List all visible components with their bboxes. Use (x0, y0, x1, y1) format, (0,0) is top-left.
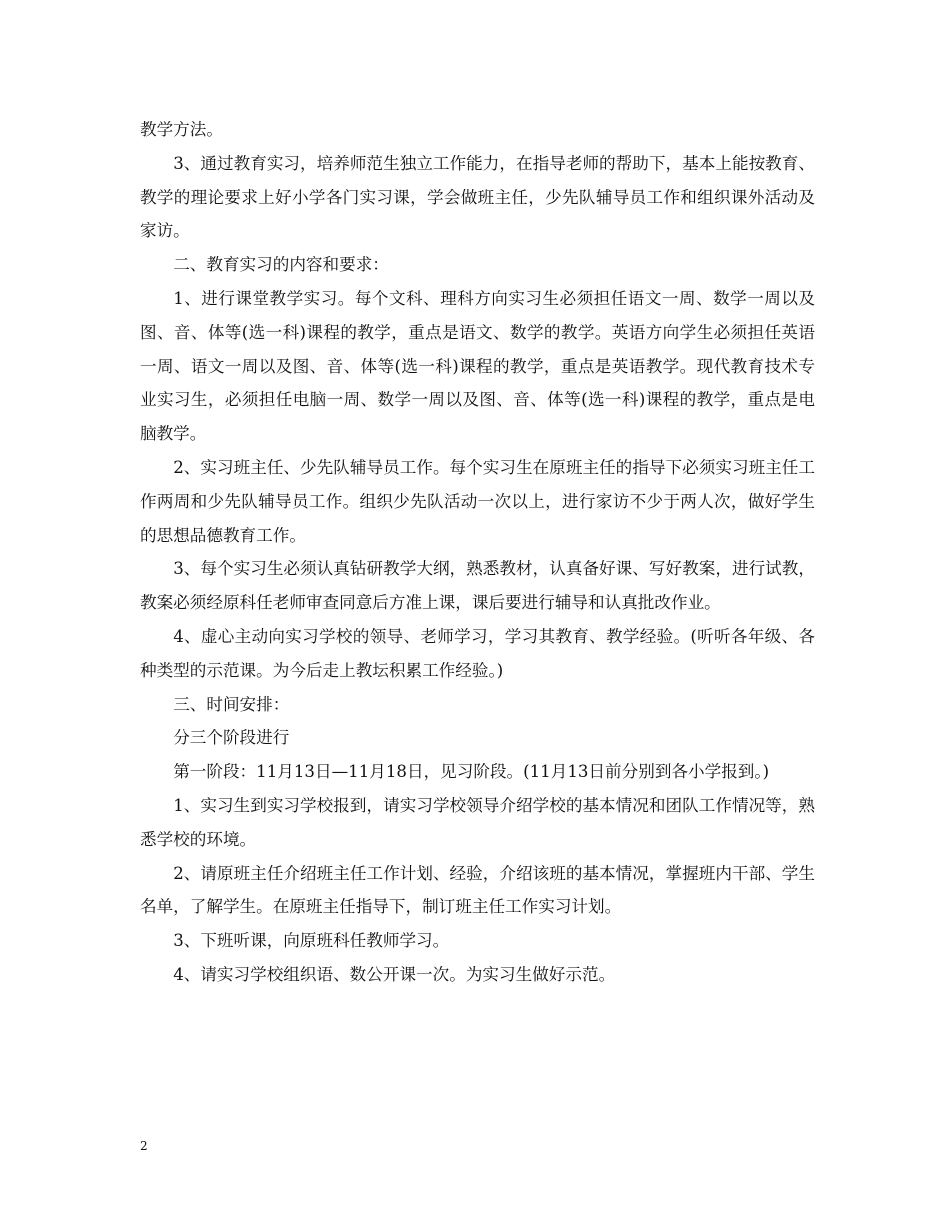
paragraph: 2、实习班主任、少先队辅导员工作。每个实习生在原班主任的指导下必须实习班主任工作两周和少先队辅导员工作。组织少先队活动一次以上，进行家访不少于两人次，做好学生的思想品德教育工作。 (140, 457, 815, 545)
page-number: 2 (140, 1139, 148, 1153)
paragraph: 4、虚心主动向实习学校的领导、老师学习，学习其教育、教学经验。(听听各年级、各种类型的示范课。为今后走上教坛积累工作经验。) (140, 626, 815, 680)
paragraph: 3、下班听课，向原班科任教师学习。 (173, 931, 450, 951)
paragraph: 2、请原班主任介绍班主任工作计划、经验，介绍该班的基本情况，掌握班内干部、学生名单，了解学生。在原班主任指导下，制订班主任工作实习计划。 (140, 863, 815, 917)
paragraph: 分三个阶段进行 (173, 728, 290, 748)
paragraph: 1、实习生到实习学校报到，请实习学校领导介绍学校的基本情况和团队工作情况等，熟悉学校的环境。 (140, 795, 815, 849)
paragraph: 3、每个实习生必须认真钻研教学大纲，熟悉教材，认真备好课、写好教案，进行试教，教案必须经原科任老师审查同意后方准上课，课后要进行辅导和认真批改作业。 (140, 559, 815, 613)
section-heading: 三、时间安排： (173, 694, 290, 714)
section-heading: 二、教育实习的内容和要求： (173, 255, 389, 275)
paragraph: 4、请实习学校组织语、数公开课一次。为实习生做好示范。 (173, 964, 616, 984)
paragraph: 教学方法。 (140, 120, 223, 139)
paragraph: 第一阶段：11月13日—11月18日，见习阶段。(11月13日前分别到各小学报到。) (173, 762, 770, 782)
paragraph: 3、通过教育实习，培养师范生独立工作能力，在指导老师的帮助下，基本上能按教育、教学的理论要求上好小学各门实习课，学会做班主任，少先队辅导员工作和组织课外活动及家访。 (140, 153, 815, 241)
paragraph: 1、进行课堂教学实习。每个文科、理科方向实习生必须担任语文一周、数学一周以及图、音、体等(选一科)课程的教学，重点是语文、数学的教学。英语方向学生必须担任英语一周、语文一周以及图、音、体等(选一科)课程的教学，重点是英语教学。现代教育技术专业实习生，必须担任电脑一周、数学一周以及图、音、体等(选一科)课程的教学，重点是电脑教学。 (140, 288, 815, 444)
document-body (140, 113, 815, 992)
